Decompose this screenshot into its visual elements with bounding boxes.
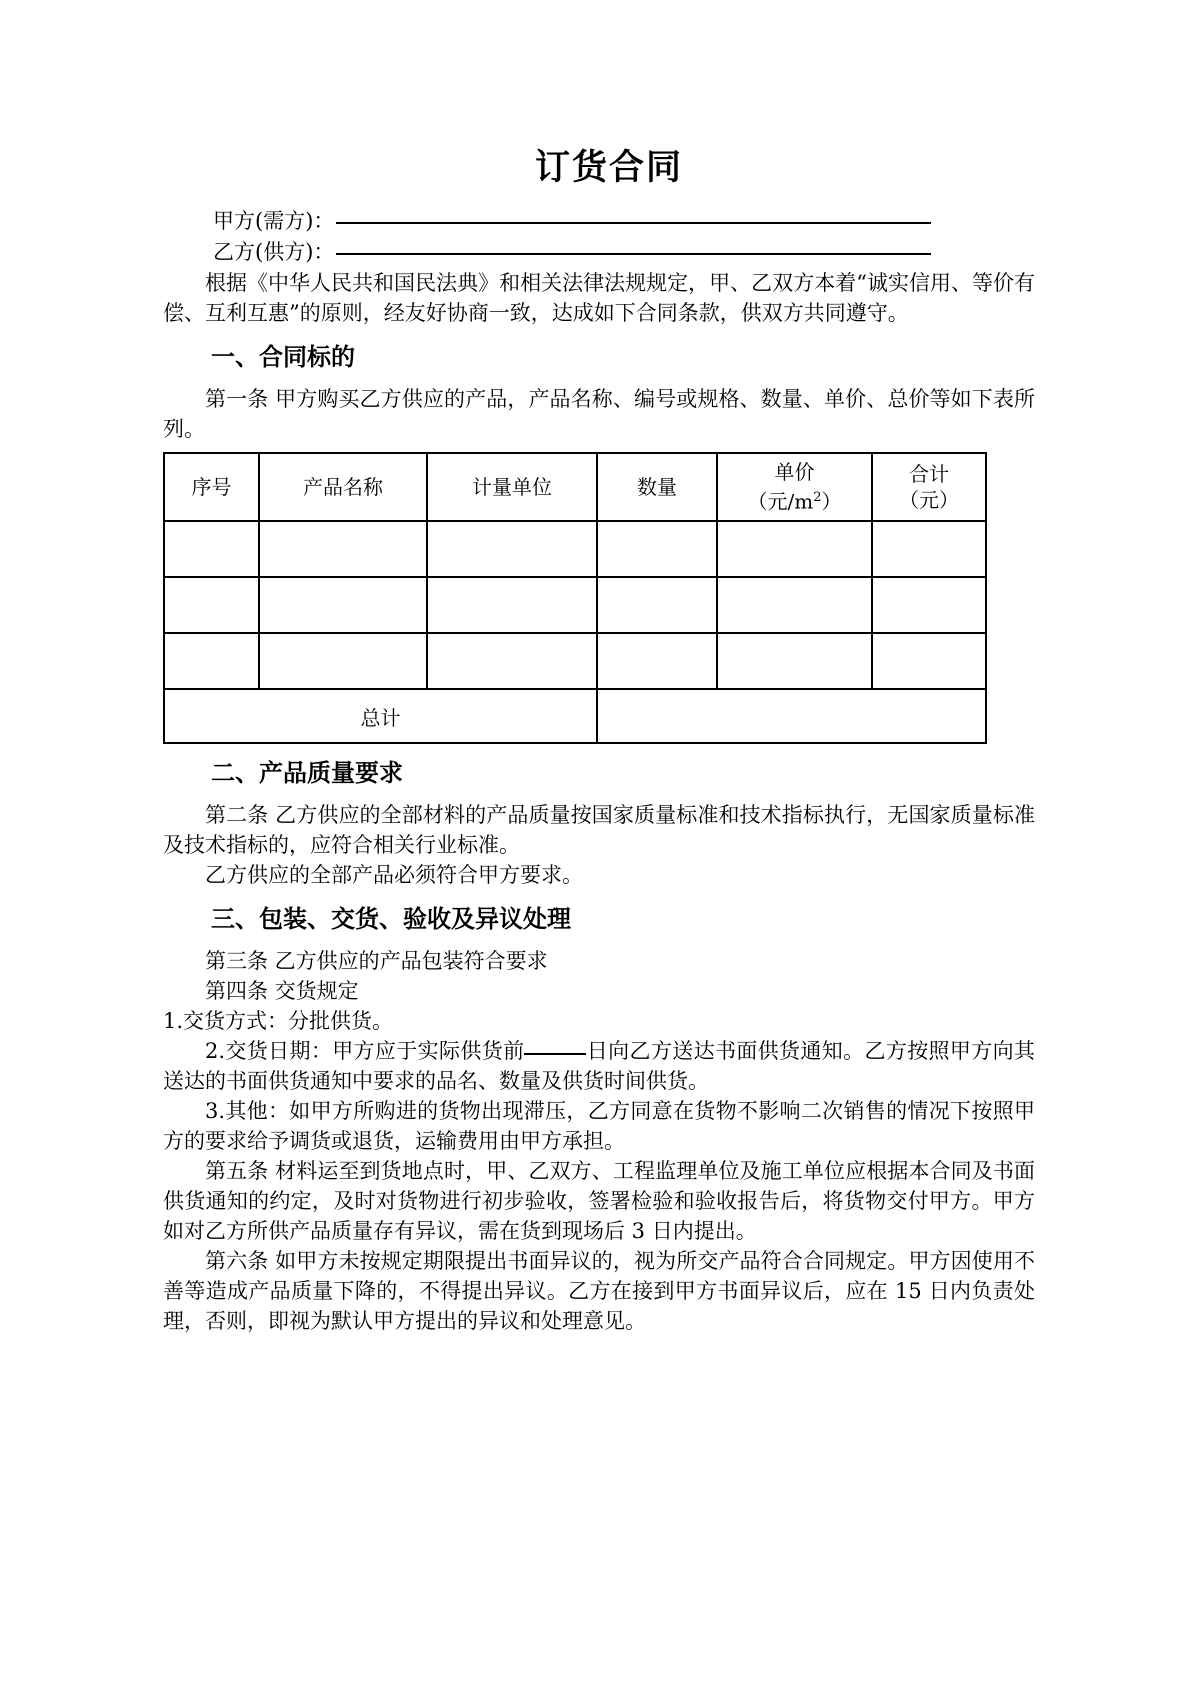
table-row [164, 577, 986, 633]
th-measure-unit: 计量单位 [427, 453, 597, 521]
cell-subtotal[interactable] [872, 633, 986, 689]
table-row [164, 521, 986, 577]
clause-2-paragraph: 第二条 乙方供应的全部材料的产品质量按国家质量标准和技术指标执行，无国家质量标准及技术指标的，应符合相关行业标准。 [163, 803, 1035, 857]
party-a-label: 甲方(需方)： [213, 209, 335, 233]
delivery-item-2-prefix: 2.交货日期：甲方应于实际供货前 [205, 1039, 525, 1063]
cell-quantity[interactable] [597, 521, 717, 577]
th-unit-price-superscript: 2 [813, 490, 822, 506]
th-product-name: 产品名称 [259, 453, 427, 521]
cell-product-name[interactable] [259, 521, 427, 577]
table-total-row [164, 689, 986, 743]
cell-subtotal[interactable] [872, 577, 986, 633]
cell-product-name[interactable] [259, 633, 427, 689]
th-subtotal-line1: 合计 [909, 462, 949, 486]
clause-6-paragraph: 第六条 如甲方未按规定期限提出书面异议的，视为所交产品符合合同规定。甲方因使用不善等造成产品质量下降的，不得提出异议。乙方在接到甲方书面异议后，应在 15 日内负责处理，否则，即视为默认甲方提出的异议和处理意见。 [163, 1249, 1035, 1333]
cell-unit-price[interactable] [717, 521, 872, 577]
delivery-days-blank[interactable] [524, 1053, 586, 1055]
delivery-item-1: 1.交货方式：分批供货。 [163, 1009, 394, 1033]
page-title: 订货合同 [534, 148, 683, 188]
delivery-item-3: 3.其他：如甲方所购进的货物出现滞压，乙方同意在货物不影响二次销售的情况下按照甲方的要求给予调货或退货，运输费用由甲方承担。 [163, 1099, 1035, 1153]
cell-measure-unit[interactable] [427, 633, 597, 689]
cell-product-name[interactable] [259, 577, 427, 633]
cell-no[interactable] [164, 521, 259, 577]
th-unit-price-line2 [718, 485, 871, 515]
th-quantity: 数量 [597, 453, 717, 521]
cell-no[interactable] [164, 577, 259, 633]
goods-table [163, 452, 987, 744]
cell-measure-unit[interactable] [427, 577, 597, 633]
section-heading-1: 一、合同标的 [211, 343, 355, 371]
clause-2b-paragraph: 乙方供应的全部产品必须符合甲方要求。 [205, 863, 583, 887]
cell-quantity[interactable] [597, 577, 717, 633]
total-value-cell[interactable] [597, 689, 986, 743]
table-header-row [164, 453, 986, 521]
th-unit-price-suffix: ） [821, 489, 842, 514]
clause-4-paragraph: 第四条 交货规定 [205, 979, 359, 1003]
party-a-line [163, 206, 1035, 237]
section-heading-3: 三、包装、交货、验收及异议处理 [211, 905, 571, 933]
th-subtotal-line2: （元） [899, 488, 959, 512]
th-no: 序号 [164, 453, 259, 521]
section-heading-2: 二、产品质量要求 [211, 759, 403, 787]
clause-3-paragraph: 第三条 乙方供应的产品包装符合要求 [205, 949, 548, 973]
cell-quantity[interactable] [597, 633, 717, 689]
party-a-fill-line[interactable] [336, 222, 931, 224]
cell-unit-price[interactable] [717, 577, 872, 633]
party-b-fill-line[interactable] [336, 253, 931, 255]
th-unit-price-prefix: （元/m [747, 489, 814, 514]
cell-no[interactable] [164, 633, 259, 689]
clause-1-paragraph: 第一条 甲方购买乙方供应的产品，产品名称、编号或规格、数量、单价、总价等如下表所列。 [163, 387, 1035, 441]
th-unit-price [717, 453, 872, 521]
cell-unit-price[interactable] [717, 633, 872, 689]
clause-5-paragraph: 第五条 材料运至到货地点时，甲、乙双方、工程监理单位及施工单位应根据本合同及书面供货通知的约定，及时对货物进行初步验收，签署检验和验收报告后，将货物交付甲方。甲方如对乙方所供产品质量存有异议，需在货到现场后 3 日内提出。 [163, 1159, 1035, 1243]
preamble-paragraph: 根据《中华人民共和国民法典》和相关法律法规规定，甲、乙双方本着“诚实信用、等价有偿、互利互惠”的原则，经友好协商一致，达成如下合同条款，供双方共同遵守。 [163, 271, 1035, 325]
delivery-item-2 [163, 1036, 1035, 1096]
delivery-item-2-suffix: 日向乙方送达书面供货通知。乙方按照甲方向其送达的书面供货通知中要求的品名、数量及供货时间供货。 [163, 1039, 1035, 1093]
th-unit-price-line1: 单价 [774, 460, 815, 485]
table-row [164, 633, 986, 689]
party-b-label: 乙方(供方)： [213, 240, 335, 264]
total-label-cell: 总计 [164, 689, 597, 743]
cell-measure-unit[interactable] [427, 521, 597, 577]
party-b-line [163, 237, 1035, 268]
cell-subtotal[interactable] [872, 521, 986, 577]
th-subtotal [872, 453, 986, 521]
